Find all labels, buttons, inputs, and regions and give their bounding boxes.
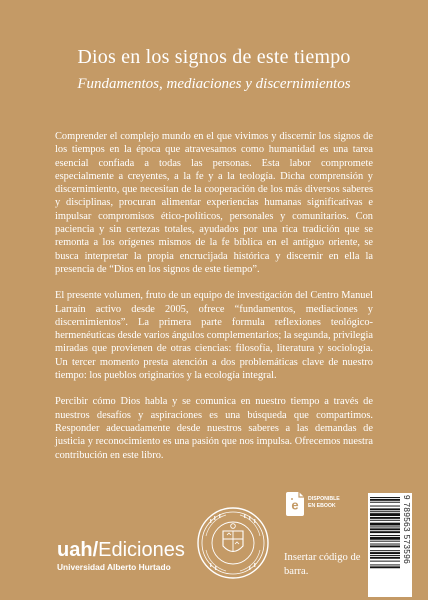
ebook-icon [284, 490, 306, 518]
barcode [368, 493, 412, 597]
ebook-label [308, 496, 340, 510]
barcode-bar [370, 506, 400, 507]
publisher-logo-mark [57, 539, 187, 561]
barcode-digits-wrap [400, 495, 412, 595]
publisher-logo [57, 539, 187, 572]
book-title: Dios en los signos de este tiempo [77, 46, 351, 68]
barcode-bar [370, 502, 400, 503]
barcode-bar [370, 535, 400, 536]
barcode-bar [370, 531, 400, 533]
publisher-university: Universidad Alberto Hurtado [57, 562, 171, 572]
barcode-bars [370, 495, 400, 595]
barcode-bar [370, 511, 400, 512]
book-subtitle: Fundamentos, mediaciones y discernimientos [77, 76, 351, 92]
logo-uah: uah [57, 539, 93, 561]
barcode-bar [370, 541, 400, 542]
barcode-bar [370, 550, 400, 551]
barcode-bar [370, 566, 400, 568]
barcode-bar [370, 545, 400, 547]
ebook-label-line2: EN EBOOK [308, 503, 336, 509]
barcode-bar [370, 508, 400, 510]
barcode-bar [370, 564, 400, 565]
barcode-bar [370, 557, 400, 559]
barcode-bar [370, 520, 400, 521]
barcode-bar [370, 513, 400, 516]
barcode-digits: 9 789563 573596 [402, 495, 411, 564]
barcode-bar [370, 497, 400, 498]
barcode-bar [370, 552, 400, 554]
barcode-bar [370, 526, 400, 527]
barcode-bar [370, 523, 400, 526]
blurb [55, 130, 373, 462]
ebook-label-line1: DISPONIBLE [308, 496, 340, 502]
barcode-bar [370, 555, 400, 556]
ebook-badge [284, 490, 354, 526]
barcode-bar [370, 537, 400, 540]
barcode-bar [370, 544, 400, 545]
barcode-bar [370, 499, 400, 501]
barcode-bar [370, 517, 400, 519]
university-seal-icon [196, 506, 270, 580]
barcode-bar [370, 528, 400, 530]
barcode-bar [370, 561, 400, 562]
blurb-paragraph-1: Comprender el complejo mundo en el que vivimos y discernir los signos de los tiempos en la época que atravesamos como humanidad es una tarea esencial confiada a todas las personas. Esta labor compromete especialmente a creyentes, a la fe y a la teología. Dicha comprensión y discernimiento, que necesitan de la cooperación de los más diversos saberes y disciplinas, procuran alimentar experiencias humanas significativas e impulsar compromisos ético-políticos, personales y comunitarios. Con paciencia y sin certezas totales, ayudados por una rica tradición que se remonta a los orígenes mismos de la fe bíblica en el antiguo oriente, se busca interpretar la propia encrucijada histórica y discernir en ella la presencia de “Dios en los signos de este tiempo”. [55, 131, 373, 275]
logo-ediciones: Ediciones [98, 539, 185, 561]
blurb-paragraph-3: Percibir cómo Dios habla y se comunica en nuestro tiempo a través de nuestros desafíos y aspiraciones es una búsqueda que compartimos. Responder adecuadamente desde nuestros saberes a las demandas de justicia y reconocimiento es una pasión que nos impulsa. Ofrecemos nuestra contribución en este libro. [55, 396, 373, 461]
blurb-paragraph-2: El presente volumen, fruto de un equipo de investigación del Centro Manuel Larraín activo desde 2005, ofrece “fundamentos, mediaciones y discernimientos”. La primera parte formula reflexiones teológico-hermenéuticas desde varios ángulos complementarios; la segunda, privilegia miradas que provienen de otras ciencias: filosofía, literatura y sociología. Un tercer momento presta atención a dos problemáticas clave de nuestro tiempo: los pueblos originarios y la ecología integral. [55, 290, 373, 382]
svg-text:e: e [291, 497, 299, 513]
barcode-placeholder-note: Insertar código de barra. [284, 552, 361, 577]
logo-slash: / [92, 539, 99, 561]
